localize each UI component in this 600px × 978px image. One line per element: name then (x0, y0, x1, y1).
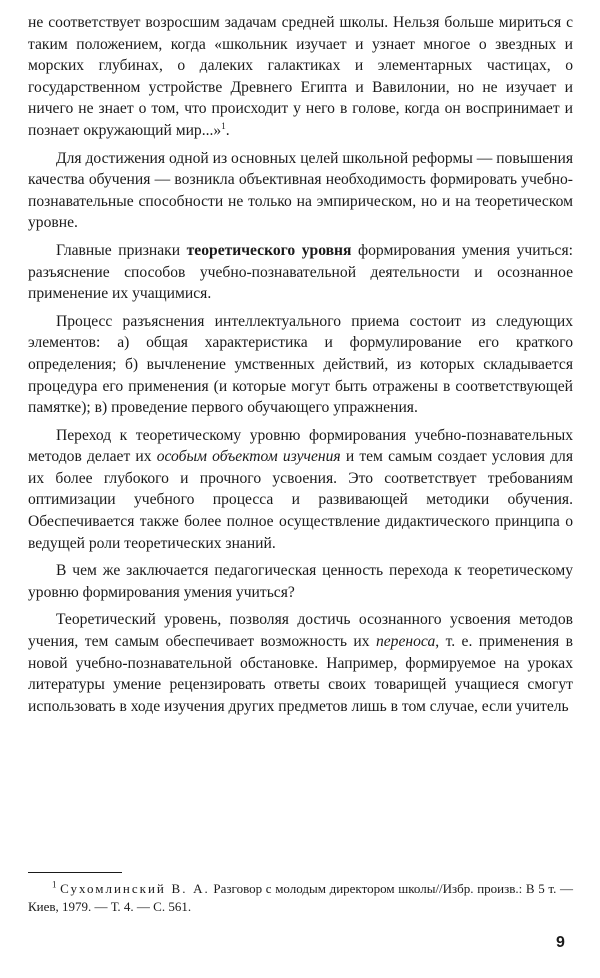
paragraph-6: В чем же заключается педагогическая ценность перехода к теоретическому уровню формирования умения учиться? (28, 562, 573, 601)
paragraph-2: Для достижения одной из основных целей школьной реформы — повышения качества обучения — возникла объективная необходимость формировать учебно-познавательные способности не только на эмпирическом, но и на теоретическом уровне. (28, 149, 573, 232)
paragraph-5-text-b: и тем самым создает условия для их более глубокого и прочного усвоения. Это соответствует требованиям оптимизации учебного процесса и развивающей методики обучения. Обеспечивается также более полное осуществление дидактического принципа о ведущей роли теоретических знаний. (28, 448, 573, 552)
footnote (28, 880, 573, 916)
paragraph-3 (28, 240, 573, 305)
term-special-object: особым объектом изучения (156, 448, 341, 466)
footnote-ref: 1 (221, 120, 226, 131)
paragraph-7-text-a: Теоретический уровень, позволяя достичь осознанного усвоения методов учения, тем самым обеспечивает возможность их (28, 611, 573, 651)
paragraph-5-text-a: Переход к теоретическому уровню формирования учебно-познавательных методов делает их (28, 426, 573, 466)
page-number: 9 (556, 934, 565, 951)
paragraph-5 (28, 425, 573, 555)
footnote-mark: 1 (52, 879, 57, 890)
footnote-text: Разговор с молодым директором школы//Избр. произв.: В 5 т. — Киев, 1979. — Т. 4. — С. 561. (28, 881, 573, 914)
paragraph-3-text-b: формирования умения учиться: разъяснение способов учебно-познавательной деятельности и осознанное применение их учащимися. (28, 241, 573, 303)
paragraph-4: Процесс разъяснения интеллектуального приема состоит из следующих элементов: а) общая характеристика и формулирование его краткого определения; б) вычленение умственных действий, из которых складывается процедура его применения (и которые могут быть отражены в соответствующей памятке); в) проведение первого обучающего упражнения. (28, 312, 573, 417)
paragraph-1-text: не соответствует возросшим задачам средней школы. Нельзя больше мириться с таким положением, когда «школьник изучает и узнает многое о звездных и морских глубинах, о далеких галактиках и элементарных частицах, о государственном устройстве Древнего Египта и Вавилонии, но не изучает и ничего не знает о том, что происходит у него в голове, когда он воспринимает и познает окружающий мир...» (28, 14, 573, 139)
footnote-divider (28, 872, 122, 873)
footnote-author: Сухомлинский В. А. (60, 881, 210, 896)
page-body (28, 12, 573, 717)
paragraph-1: не соответствует возросшим задачам средней школы. Нельзя больше мириться с таким положением, когда «школьник изучает и узнает многое о звездных и морских глубинах, о далеких галактиках и элементарных частицах, о государственном устройстве Древнего Египта и Вавилонии, но не изучает и ничего не знает о том, что происходит у него в голове, когда он воспринимает и познает окружающий мир...»$^1$. (28, 14, 573, 139)
term-transfer: переноса (375, 633, 436, 651)
paragraph-3-text-a: Главные признаки (56, 241, 187, 259)
paragraph-7 (28, 609, 573, 717)
paragraph-7-text-b: , т. е. применения в новой учебно-познавательной обстановке. Например, формируемое на уроках литературы умение рецензировать ответы своих товарищей учащиеся смогут использовать в ходе изучения других предметов лишь в том случае, если учитель (28, 633, 573, 715)
term-theoretical-level: теоретического уровня (186, 241, 352, 259)
